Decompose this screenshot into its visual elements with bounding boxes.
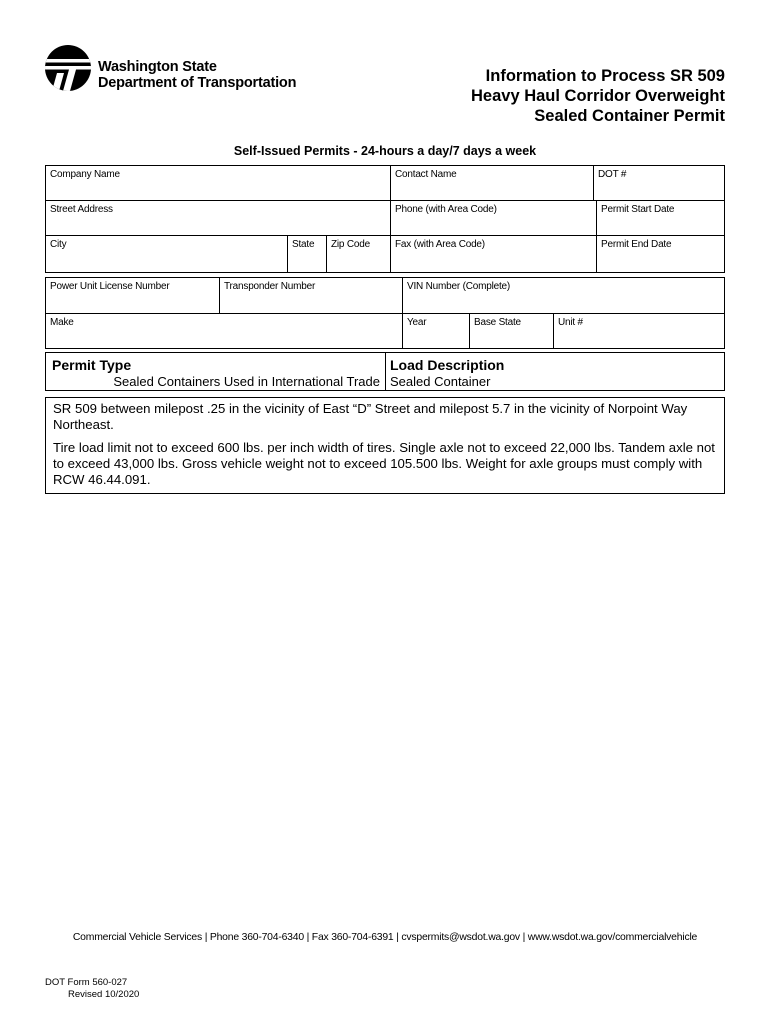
permit-end-date-field[interactable] [596, 235, 725, 273]
base-state-label: Base State [474, 317, 521, 328]
city-label: City [50, 239, 67, 250]
load-description-value: Sealed Container [390, 374, 491, 389]
permit-type-box [45, 352, 386, 391]
transponder-number-field[interactable] [219, 277, 403, 314]
dot-number-field[interactable] [593, 165, 725, 201]
state-field[interactable] [287, 235, 327, 273]
load-description-box [385, 352, 725, 391]
state-label: State [292, 239, 315, 250]
unit-number-field[interactable] [553, 313, 725, 349]
footer-contact: Commercial Vehicle Services | Phone 360-704-6340 | Fax 360-704-6391 | cvspermits@wsdot.wa.gov | www.wsdot.wa.gov/commercialvehicle [72, 932, 698, 943]
subtitle: Self-Issued Permits - 24-hours a day/7 days a week [233, 144, 537, 158]
permit-type-label: Permit Type [52, 357, 132, 373]
form-number: DOT Form 560-027 [45, 977, 128, 988]
base-state-field[interactable] [469, 313, 554, 349]
title-line-1: Information to Process SR 509 [485, 67, 725, 85]
phone-field[interactable] [390, 200, 597, 236]
fax-field[interactable] [390, 235, 597, 273]
permit-type-value: Sealed Containers Used in International Trade [113, 374, 380, 389]
make-field[interactable] [45, 313, 403, 349]
company-name-label: Company Name [50, 169, 120, 180]
year-label: Year [407, 317, 427, 328]
vin-number-field[interactable] [402, 277, 725, 314]
city-field[interactable] [45, 235, 288, 273]
route-paragraph: SR 509 between milepost .25 in the vicinity of East “D” Street and milepost 5.7 in the vicinity of Norpoint Way Northeast. [53, 401, 688, 432]
vin-number-label: VIN Number (Complete) [407, 281, 511, 292]
zip-code-label: Zip Code [331, 239, 370, 250]
phone-label: Phone (with Area Code) [395, 204, 497, 215]
route-description [45, 397, 725, 494]
permit-start-date-field[interactable] [596, 200, 725, 236]
street-address-field[interactable] [45, 200, 391, 236]
revised-date: Revised 10/2020 [68, 989, 140, 1000]
zip-code-field[interactable] [326, 235, 391, 273]
power-unit-license-field[interactable] [45, 277, 220, 314]
contact-name-field[interactable] [390, 165, 594, 201]
organization-name [98, 59, 296, 91]
form-title [471, 66, 725, 126]
power-unit-license-label: Power Unit License Number [50, 281, 170, 292]
street-address-label: Street Address [50, 204, 113, 215]
company-name-field[interactable] [45, 165, 391, 201]
load-description-label: Load Description [390, 357, 505, 373]
weight-limits-paragraph: Tire load limit not to exceed 600 lbs. per inch width of tires. Single axle not to exceed 22,000 lbs. Tandem axle not to exceed 43,000 lbs. Gross vehicle weight not to exceed 105.500 lbs. Weight for axle groups must comply with RCW 46.44.091. [53, 440, 715, 487]
make-label: Make [50, 317, 74, 328]
year-field[interactable] [402, 313, 470, 349]
permit-end-date-label: Permit End Date [601, 239, 672, 250]
form-number-block [45, 977, 139, 1001]
org-line-2: Department of Transportation [98, 75, 297, 91]
unit-number-label: Unit # [558, 317, 583, 328]
transponder-number-label: Transponder Number [224, 281, 316, 292]
contact-name-label: Contact Name [395, 169, 457, 180]
title-line-3: Sealed Container Permit [534, 107, 725, 125]
dot-number-label: DOT # [598, 169, 627, 180]
wsdot-logo-icon [45, 45, 91, 91]
title-line-2: Heavy Haul Corridor Overweight [471, 87, 725, 105]
org-line-1: Washington State [98, 59, 217, 75]
fax-label: Fax (with Area Code) [395, 239, 485, 250]
permit-start-date-label: Permit Start Date [601, 204, 675, 215]
